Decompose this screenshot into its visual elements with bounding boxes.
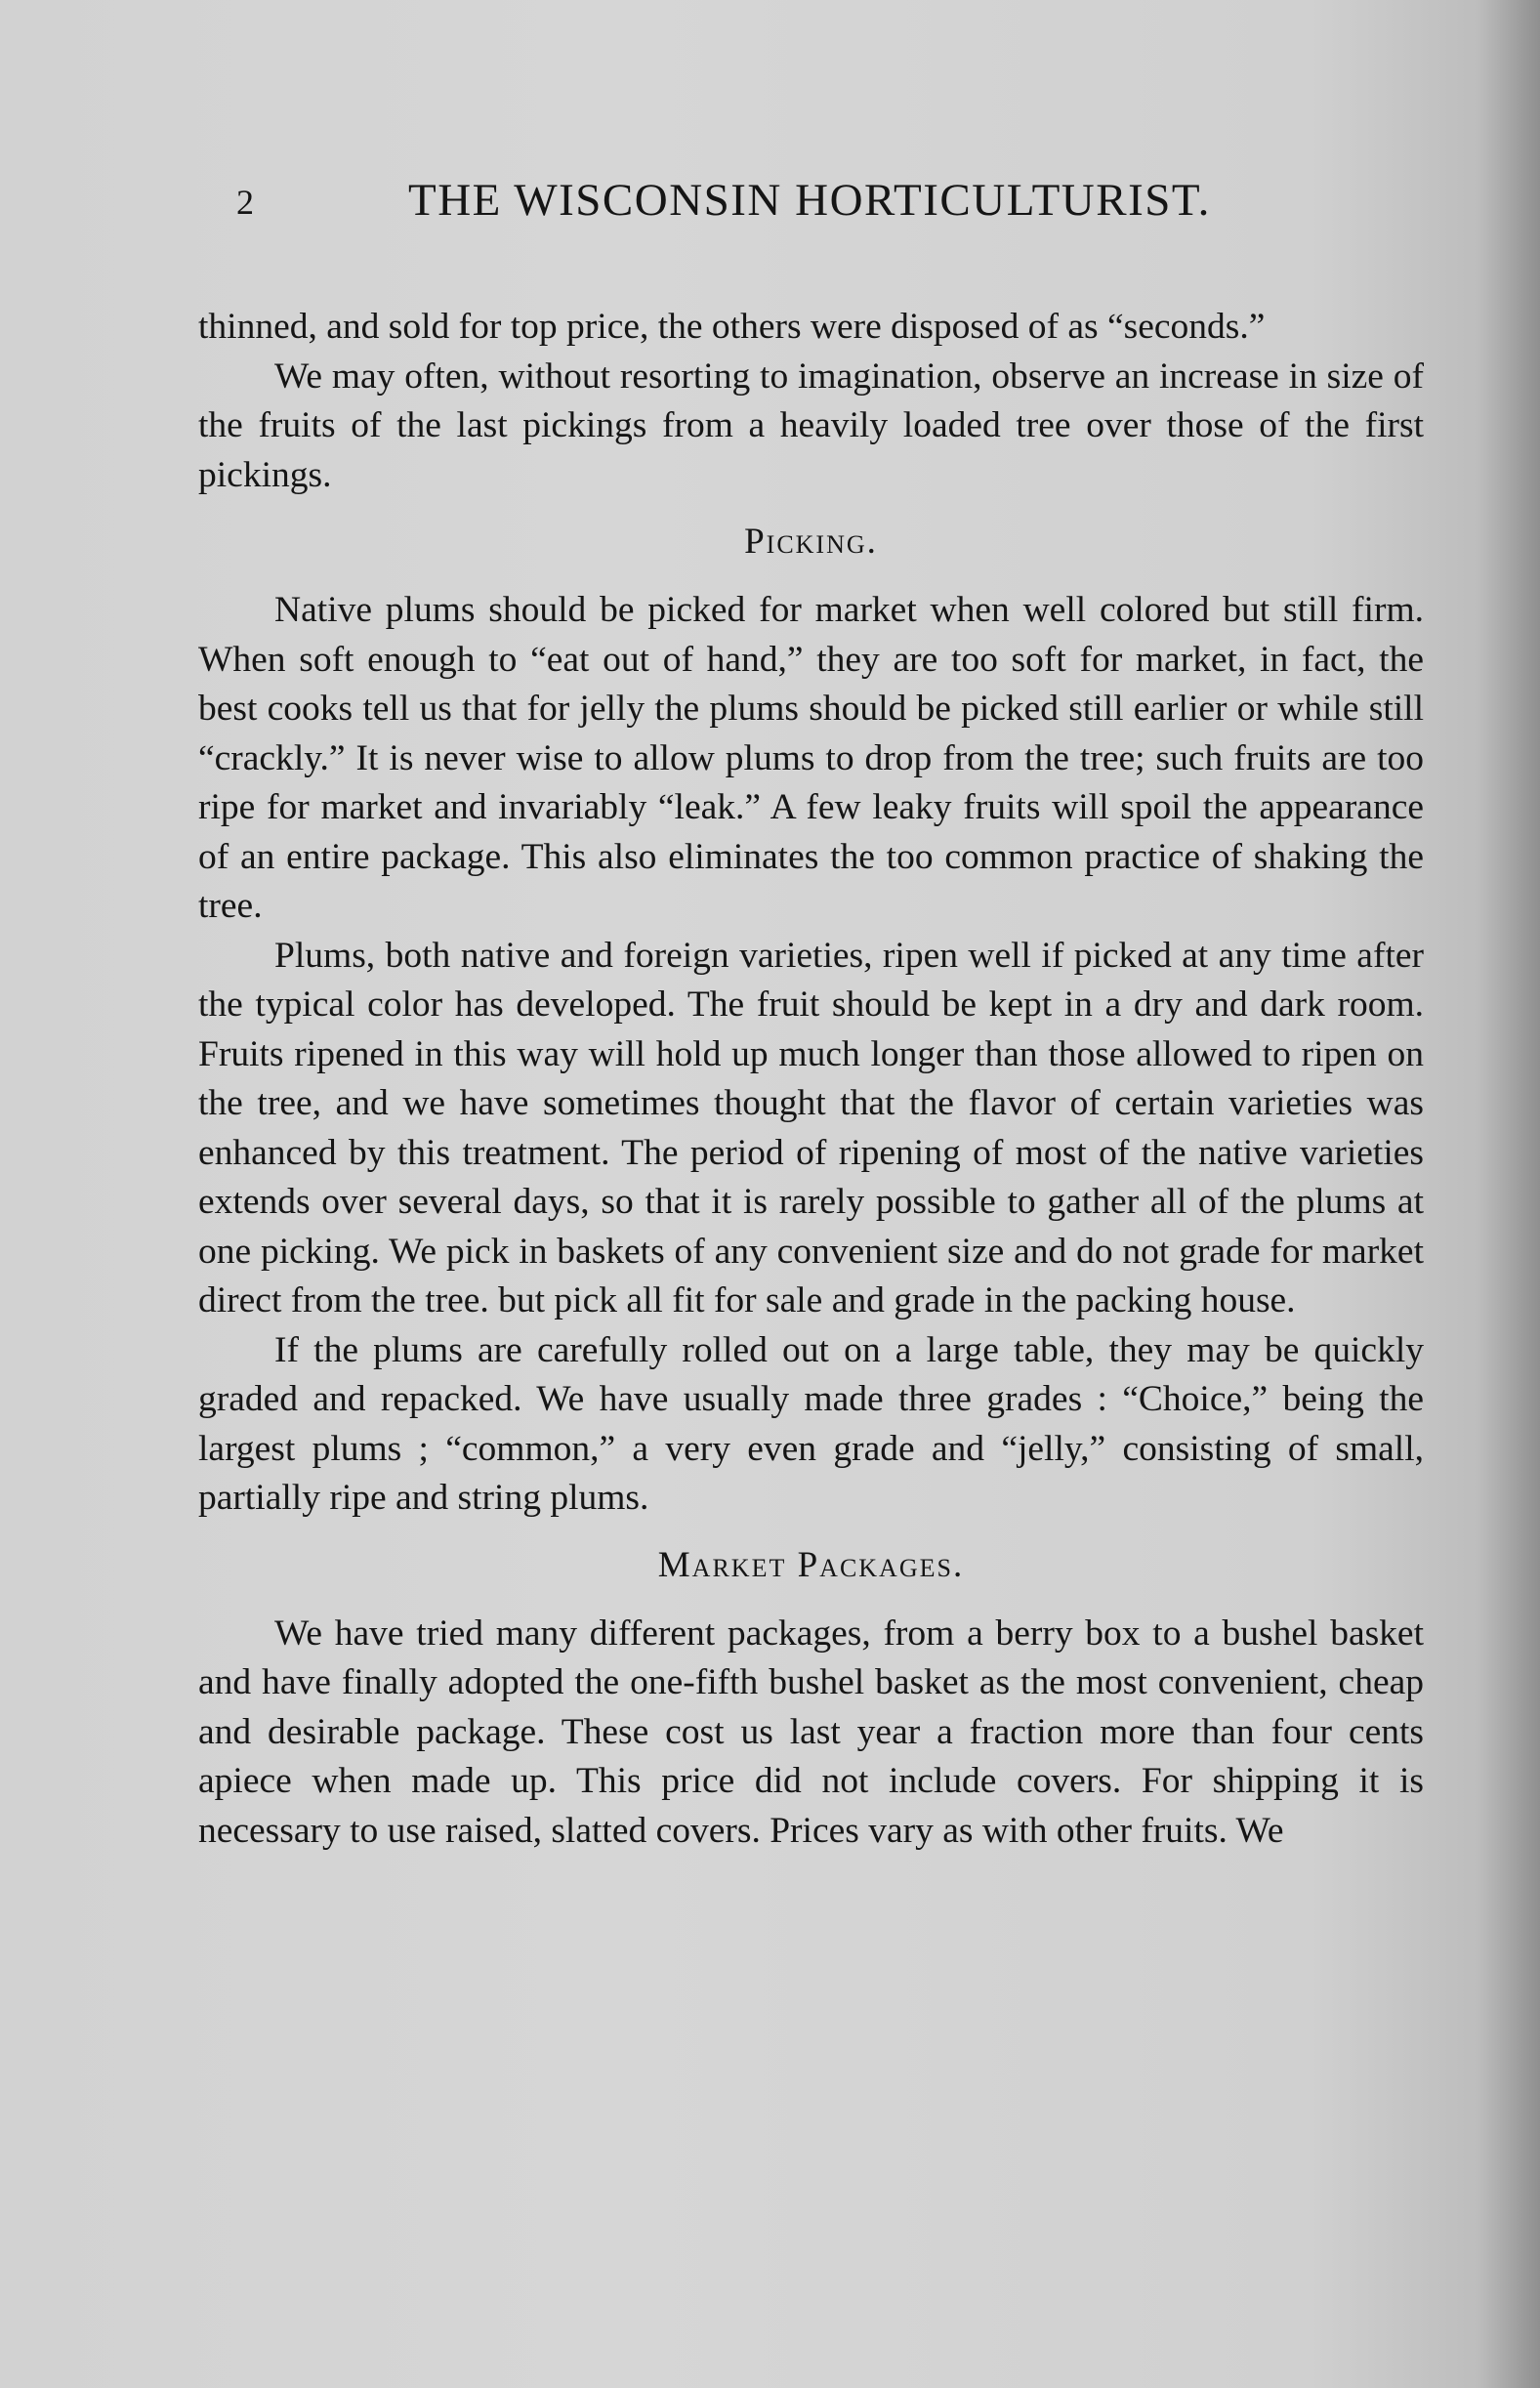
paragraph-increase-in-size: We may often, without resorting to imagination, observe an increase in size of the fruits of the last pickings from a heavily loaded tree over those of the first pickings. bbox=[198, 356, 1424, 495]
paragraph-grading: If the plums are carefully rolled out on a large table, they may be quickly graded and repacked. We have usually made three grades : “Choice,” being the largest plums ; “common,” a very even grade and “jelly,” consisting of small, partially ripe and string plums. bbox=[198, 1329, 1424, 1518]
section-heading-market-packages: Market Packages. bbox=[657, 1544, 965, 1585]
section-heading-picking: Picking. bbox=[744, 522, 878, 562]
article-body bbox=[198, 303, 1424, 1856]
running-head bbox=[225, 174, 1250, 232]
paragraph-ripening: Plums, both native and foreign varieties, ripen well if picked at any time after the typical color has developed. The fruit should be kept in a dry and dark room. Fruits ripened in this way will hold up much longer than those allowed to ripen on the tree, and we have sometimes thought that the flavor of certain varieties was enhanced by this treatment. The period of ripening of most of the native varieties extends over several days, so that it is rarely possible to gather all of the plums at one picking. We pick in baskets of any convenient size and do not grade for market direct from the tree. but pick all fit for sale and grade in the packing house. bbox=[198, 935, 1424, 1320]
paragraph-native-plums: Native plums should be picked for market when well colored but still firm. When soft enough to “eat out of hand,” they are too soft for market, in fact, the best cooks tell us that for jelly the plums should be picked still earlier or while still “crackly.” It is never wise to allow plums to drop from the tree; such fruits are too ripe for market and invariably “leak.” A few leaky fruits will spoil the appearance of an entire package. This also eliminates the too common practice of shaking the tree. bbox=[198, 590, 1424, 926]
paragraph-packages: We have tried many different packages, from a berry box to a bushel basket and have finally adopted the one-fifth bushel basket as the most convenient, cheap and desirable package. These cost us last year a fraction more than four cents apiece when made up. This price did not include covers. For shipping it is necessary to use raised, slatted covers. Prices vary as with other fruits. We bbox=[198, 1613, 1424, 1851]
journal-title: THE WISCONSIN HORTICULTURIST. bbox=[408, 175, 1211, 226]
paragraph-continued: thinned, and sold for top price, the others were disposed of as “seconds.” bbox=[198, 307, 1266, 347]
page-number: 2 bbox=[236, 183, 254, 222]
